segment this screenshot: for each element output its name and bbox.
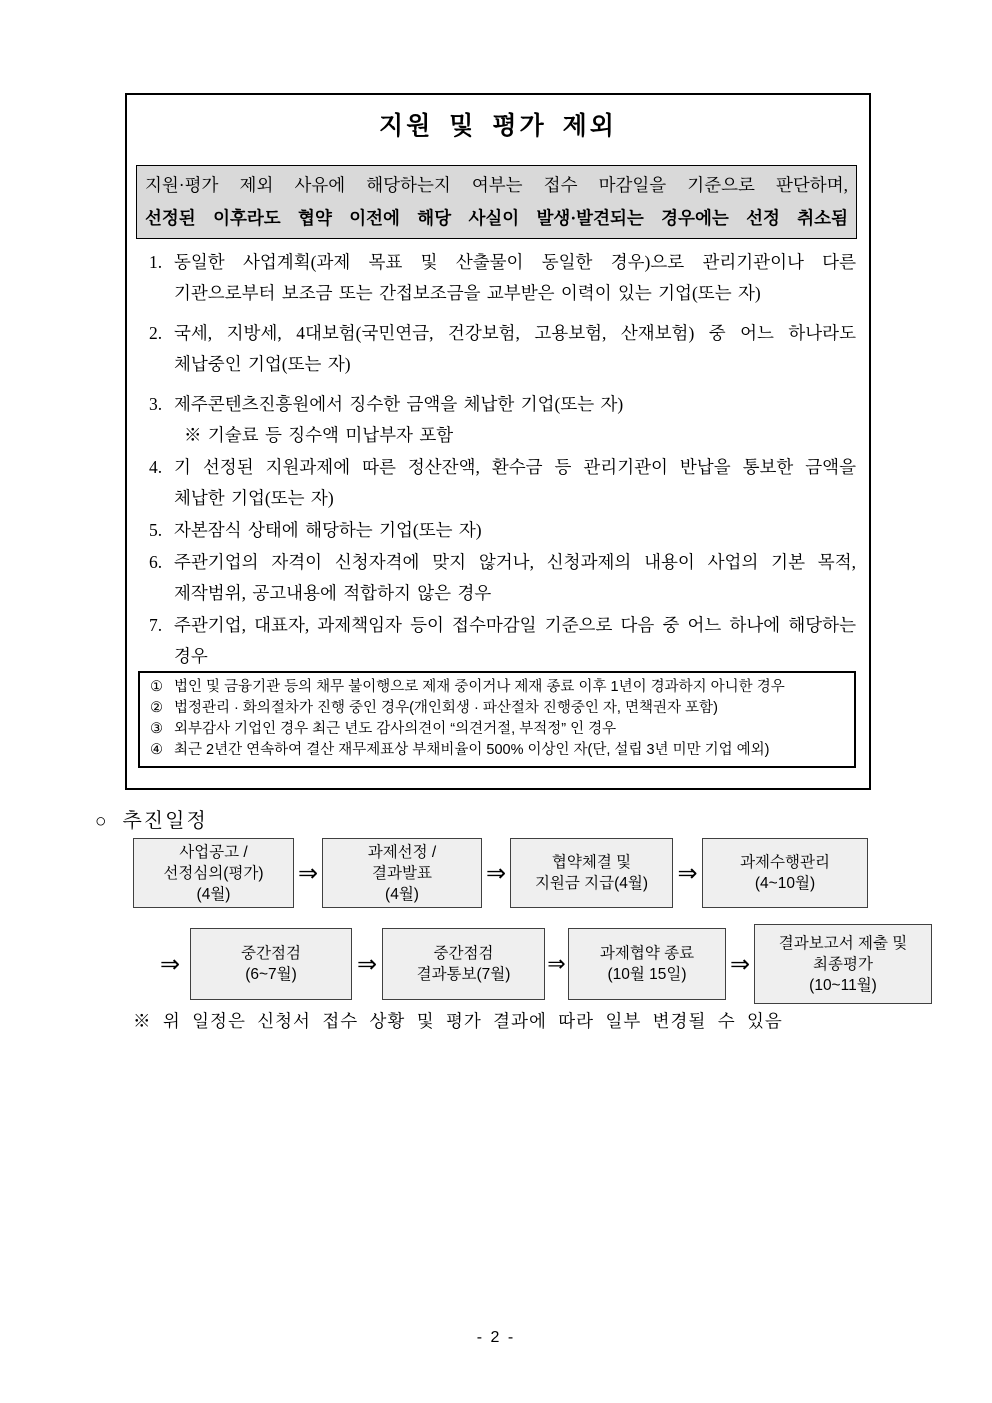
flow-step-line: (6~7월) bbox=[245, 966, 297, 983]
flow-step-line: 최종평가 bbox=[813, 955, 873, 973]
flow-arrow-icon: ⇒ bbox=[729, 950, 751, 978]
flow-step-line: (4월) bbox=[196, 885, 231, 903]
schedule-note: ※ 위 일정은 신청서 접수 상황 및 평가 결과에 따라 일부 변경될 수 있음 bbox=[133, 1011, 783, 1031]
flow-step-line: (10~11월) bbox=[809, 976, 877, 994]
sub-criteria-item-1 bbox=[148, 677, 846, 698]
flow-arrow-icon: ⇒ bbox=[297, 859, 319, 887]
flow-step-6 bbox=[382, 928, 545, 1000]
page-number: - 2 - bbox=[476, 1329, 516, 1346]
item-number: ① bbox=[150, 679, 163, 695]
item-text: 법정관리 · 화의절차가 진행 중인 경우(개인회생 · 파산절차 진행중인 자, 면책권자 포함) bbox=[174, 700, 718, 716]
exclusion-item-7 bbox=[149, 610, 856, 672]
flow-step-line: 과제협약 종료 bbox=[599, 945, 695, 962]
exclusion-list bbox=[149, 247, 856, 673]
flow-step-line: 결과통보(7월) bbox=[416, 966, 511, 983]
flow-step-line: (10월 15일) bbox=[607, 966, 687, 983]
sub-criteria-item-4 bbox=[148, 740, 846, 761]
exclusion-item-6 bbox=[149, 547, 856, 609]
flow-step-line: 사업공고 / bbox=[179, 843, 248, 861]
item-note: ※ 기술료 등 징수액 미납부자 포함 bbox=[184, 425, 454, 445]
item-number: 5. bbox=[149, 520, 163, 540]
flow-step-line: 과제수행관리 bbox=[740, 854, 830, 871]
sub-criteria-box bbox=[138, 671, 856, 768]
sub-criteria-item-2 bbox=[148, 698, 846, 719]
circle-bullet-icon: ○ bbox=[95, 811, 109, 832]
flow-step-line: 중간점검 bbox=[241, 945, 301, 962]
item-number: ④ bbox=[150, 742, 163, 758]
flow-step-1 bbox=[133, 838, 294, 908]
item-text: 자본잠식 상태에 해당하는 기업(또는 자) bbox=[174, 520, 482, 540]
flow-step-4 bbox=[702, 838, 868, 908]
exclusion-item-5 bbox=[149, 515, 856, 546]
item-text: 기 선정된 지원과제에 따른 정산잔액, 환수금 등 관리기관이 반납을 통보한 금액을 체납한 기업(또는 자) bbox=[174, 457, 856, 508]
notice-line-1: 지원·평가 제외 사유에 해당하는지 여부는 접수 마감일을 기준으로 판단하며, bbox=[145, 175, 848, 195]
flow-step-line: (4~10월) bbox=[754, 875, 816, 892]
flow-step-8 bbox=[754, 924, 932, 1004]
item-text: 주관기업, 대표자, 과제책임자 등이 접수마감일 기준으로 다음 중 어느 하나에 해당하는 경우 bbox=[174, 615, 856, 666]
flow-step-2 bbox=[322, 838, 482, 908]
section-title: 지원 및 평가 제외 bbox=[379, 112, 617, 140]
flow-step-3 bbox=[510, 838, 673, 908]
exclusion-item-3 bbox=[149, 389, 856, 451]
item-number: 4. bbox=[149, 457, 163, 477]
flow-step-line: (4월) bbox=[385, 885, 419, 903]
item-text: 주관기업의 자격이 신청자격에 맞지 않거나, 신청과제의 내용이 사업의 기본 목적, 제작범위, 공고내용에 적합하지 않은 경우 bbox=[174, 552, 856, 603]
sub-criteria-item-3 bbox=[148, 719, 846, 740]
item-number: 2. bbox=[149, 323, 163, 343]
item-text: 외부감사 기업인 경우 최근 년도 감사의견이 “의견거절, 부적정” 인 경우 bbox=[174, 721, 617, 737]
flow-step-7 bbox=[568, 928, 726, 1000]
flow-arrow-icon: ⇒ bbox=[485, 859, 507, 887]
flow-arrow-icon: ⇒ bbox=[677, 859, 698, 887]
flow-step-line: 결과발표 bbox=[372, 864, 432, 882]
item-number: ② bbox=[150, 700, 163, 716]
flow-arrow-icon: ⇒ bbox=[159, 950, 181, 978]
item-text: 동일한 사업계획(과제 목표 및 산출물이 동일한 경우)으로 관리기관이나 다른 기관으로부터 보조금 또는 간접보조금을 교부받은 이력이 있는 기업(또는 자) bbox=[174, 252, 856, 303]
flow-step-line: 선정심의(평가) bbox=[163, 864, 264, 882]
item-number: 6. bbox=[149, 552, 163, 572]
item-text: 국세, 지방세, 4대보험(국민연금, 건강보험, 고용보험, 산재보험) 중 어느 하나라도 체납중인 기업(또는 자) bbox=[174, 323, 856, 374]
flow-step-line: 결과보고서 제출 및 bbox=[778, 934, 908, 952]
item-number: 1. bbox=[149, 252, 163, 272]
item-text: 법인 및 금융기관 등의 채무 불이행으로 제재 중이거나 제재 종료 이후 1년이 경과하지 아니한 경우 bbox=[174, 679, 785, 695]
flow-step-5 bbox=[190, 928, 352, 1000]
exclusion-section bbox=[125, 93, 871, 790]
exclusion-item-4 bbox=[149, 452, 856, 514]
flow-arrow-icon: ⇒ bbox=[356, 950, 378, 978]
flow-arrow-icon: ⇒ bbox=[547, 951, 566, 976]
item-text: 최근 2년간 연속하여 결산 재무제표상 부채비율이 500% 이상인 자(단, 설립 3년 미만 기업 예외) bbox=[174, 742, 770, 758]
item-text: 제주콘텐츠진흥원에서 징수한 금액을 체납한 기업(또는 자) bbox=[174, 394, 624, 414]
item-number: 3. bbox=[149, 394, 163, 414]
flow-step-line: 지원금 지급(4월) bbox=[534, 875, 649, 892]
flow-step-line: 협약체결 및 bbox=[551, 854, 632, 871]
flow-step-line: 중간점검 bbox=[433, 945, 494, 962]
flow-step-line: 과제선정 / bbox=[367, 843, 437, 861]
schedule-title: 추진일정 bbox=[122, 810, 208, 832]
exclusion-item-1 bbox=[149, 247, 856, 309]
notice-line-2: 선정된 이후라도 협약 이전에 해당 사실이 발생·발견되는 경우에는 선정 취소됨 bbox=[145, 208, 848, 228]
item-number: ③ bbox=[150, 721, 163, 737]
schedule-heading bbox=[95, 804, 208, 833]
notice-box bbox=[136, 165, 857, 239]
item-number: 7. bbox=[149, 615, 163, 635]
exclusion-item-2 bbox=[149, 318, 856, 380]
